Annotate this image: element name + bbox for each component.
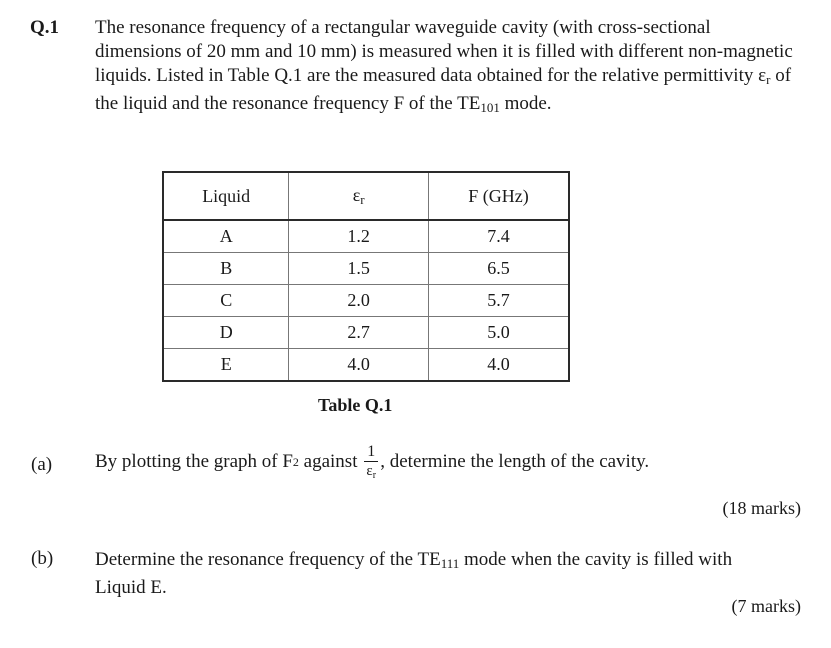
fraction-eps-symbol: ε [366, 462, 373, 479]
table-row [163, 317, 569, 349]
table-caption: Table Q.1 [318, 395, 393, 415]
part-a-marks: (18 marks) [722, 498, 801, 518]
fraction-numerator: 1 [364, 444, 378, 462]
cell-frequency: 5.0 [428, 317, 569, 349]
part-b-question [95, 548, 785, 600]
part-a-text-1: By plotting the graph of F [95, 451, 293, 472]
cell-frequency: 5.7 [428, 285, 569, 317]
cell-liquid: A [163, 220, 289, 253]
cell-liquid: C [163, 285, 289, 317]
epsilon-symbol: ε [758, 65, 767, 86]
fraction-eps-subscript: r [372, 469, 377, 481]
intro-text-1: The resonance frequency of a rectangular waveguide cavity (with cross-sectional dimensions of 20 mm and 10 mm) is measured when it is filled with different non-magnetic liquids. Listed in Table Q.1 are the measured data obtained for the relative permittivity [95, 17, 793, 86]
cell-liquid: B [163, 253, 289, 285]
intro-text-2: of the liquid and the resonance frequency F of the TE [95, 65, 792, 114]
cell-permittivity: 1.5 [289, 253, 429, 285]
cell-permittivity: 2.0 [289, 285, 429, 317]
part-b-marks: (7 marks) [731, 596, 801, 616]
table-row [163, 285, 569, 317]
header-liquid: Liquid [163, 172, 289, 220]
header-eps-subscript: r [360, 191, 365, 207]
cell-liquid: D [163, 317, 289, 349]
table-row [163, 349, 569, 382]
epsilon-subscript: r [766, 72, 771, 87]
part-b-mode-subscript: 111 [440, 556, 460, 571]
header-eps-symbol: ε [352, 184, 361, 205]
data-table [162, 171, 570, 382]
part-b-text-1: Determine the resonance frequency of the TE [95, 549, 441, 570]
part-a-text-3: , determine the length of the cavity. [380, 451, 650, 472]
part-a-superscript: 2 [292, 454, 299, 469]
part-a-question [95, 438, 649, 486]
part-a-label: (a) [31, 454, 53, 475]
part-b-text-2: mode when the cavity is filled with Liquid E. [95, 549, 733, 598]
fraction [364, 444, 378, 481]
cell-frequency: 4.0 [428, 349, 569, 382]
cell-liquid: E [163, 349, 289, 382]
question-number: Q.1 [30, 17, 60, 38]
cell-frequency: 7.4 [428, 220, 569, 253]
table-row [163, 220, 569, 253]
part-a-text-2: against [298, 451, 363, 472]
cell-frequency: 6.5 [428, 253, 569, 285]
cell-permittivity: 4.0 [289, 349, 429, 382]
part-b-label: (b) [31, 548, 54, 569]
cell-permittivity: 2.7 [289, 317, 429, 349]
fraction-denominator [364, 462, 378, 481]
header-frequency: F (GHz) [428, 172, 569, 220]
mode-subscript: 101 [480, 100, 500, 115]
header-permittivity [289, 172, 429, 220]
cell-permittivity: 1.2 [289, 220, 429, 253]
table-row [163, 253, 569, 285]
question-intro [95, 16, 795, 120]
table-header-row [163, 172, 569, 220]
intro-text-3: mode. [499, 93, 552, 114]
